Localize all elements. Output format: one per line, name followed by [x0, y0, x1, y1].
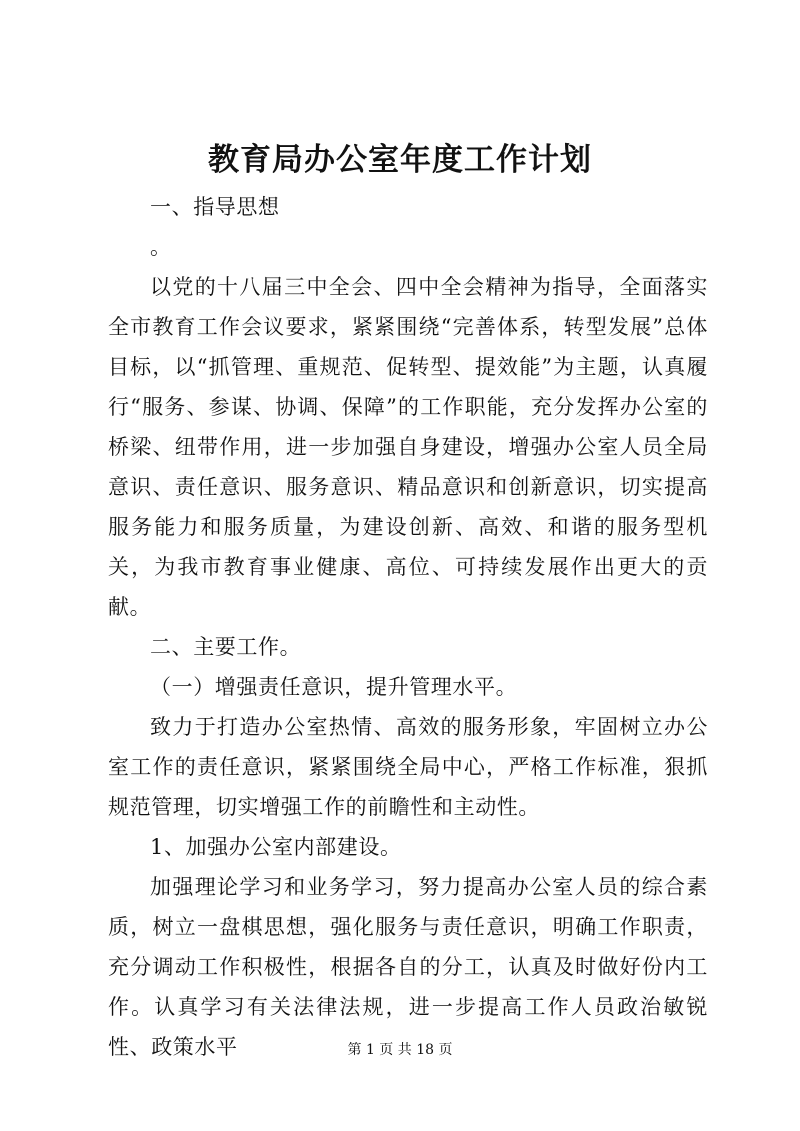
- item-heading-internal-construction: 1、加强办公室内部建设。: [150, 835, 402, 859]
- paragraph-period: 。: [150, 235, 172, 259]
- paragraph-responsibility: 致力于打造办公室热情、高效的服务形象，牢固树立办公室工作的责任意识，紧紧围绕全局中心，严格工作标准，狠抓规范管理，切实增强工作的前瞻性和主动性。: [108, 715, 708, 819]
- page-footer: 第 1 页 共 18 页: [347, 1042, 453, 1058]
- document-title: 教育局办公室年度工作计划: [208, 142, 592, 178]
- subsection-heading-responsibility: （一）增强责任意识，提升管理水平。: [150, 675, 518, 699]
- paragraph-internal-construction: 加强理论学习和业务学习，努力提高办公室人员的综合素质，树立一盘棋思想，强化服务与责任意识，明确工作职责，充分调动工作积极性，根据各自的分工，认真及时做好份内工作。认真学习有关法律法规，进一步提高工作人员政治敏锐性、政策水平: [108, 875, 708, 1059]
- section-heading-main-work: 二、主要工作。: [150, 635, 302, 659]
- document-body: [108, 187, 708, 1067]
- section-heading-guiding-ideology: 一、指导思想: [150, 195, 280, 219]
- paragraph-guiding-ideology: 以党的十八届三中全会、四中全会精神为指导，全面落实全市教育工作会议要求，紧紧围绕“完善体系，转型发展”总体目标，以“抓管理、重规范、促转型、提效能”为主题，认真履行“服务、参谋、协调、保障”的工作职能，充分发挥办公室的桥梁、纽带作用，进一步加强自身建设，增强办公室人员全局意识、责任意识、服务意识、精品意识和创新意识，切实提高服务能力和服务质量，为建设创新、高效、和谐的服务型机关，为我市教育事业健康、高位、可持续发展作出更大的贡献。: [108, 275, 708, 619]
